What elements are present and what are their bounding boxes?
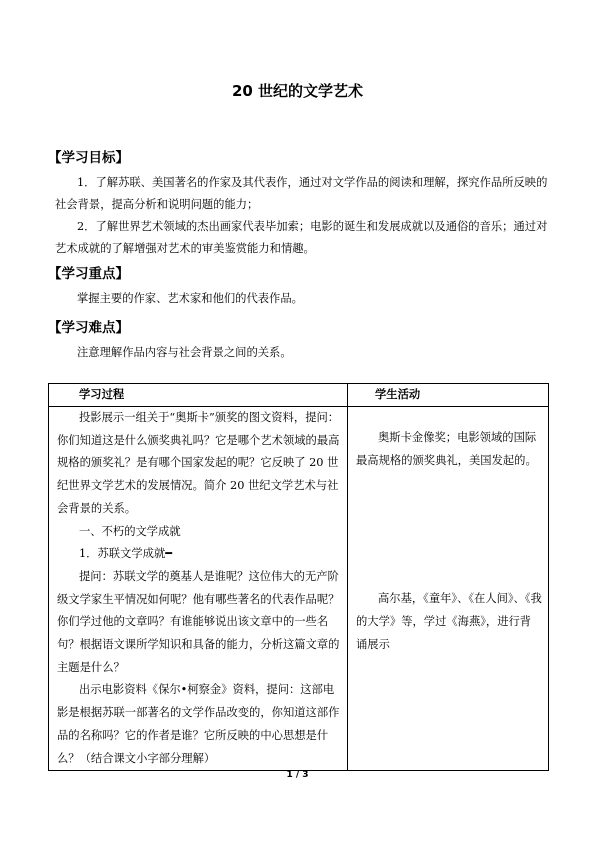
- table-header-process: 学习过程: [49, 384, 348, 407]
- objective-paragraph-2: 2．了解世界艺术领域的杰出画家代表毕加索；电影的诞生和发展成就以及通俗的音乐；通过对艺术成就的了解增强对艺术的审美鉴赏能力和情趣。: [55, 220, 548, 255]
- lesson-table: [48, 383, 549, 771]
- process-paragraph-intro: 投影展示一组关于“奥斯卡”颁奖的图文资料，提问：你们知道这是什么颁奖典礼吗？它是哪个艺术领域的最高规格的颁奖礼？是有哪个国家发起的呢？它反映了 20 世纪世界文学艺术的发展情况。简介 20 世纪文学艺术与社会背景的关系。: [57, 411, 340, 515]
- activity-paragraph-oscar: 奥斯卡金像奖；电影领域的国际最高规格的颁奖典礼，美国发起的。: [356, 431, 537, 467]
- page-number: 1 / 3: [286, 770, 309, 780]
- activity-paragraph-gorky: 高尔基，《童年》、《在人间》、《我的大学》等，学过《海燕》，进行背诵展示: [356, 592, 542, 651]
- section-heading-key-points: 【学习重点】: [48, 266, 129, 282]
- page-title: 20 世纪的文学艺术: [231, 82, 364, 100]
- process-paragraph-gorky: 提问：苏联文学的奠基人是谁呢？这位伟大的无产阶级文学家生平情况如何呢？他有哪些著名的代表作品呢？你们学过他的文章吗？有谁能够说出该文章中的一些名句？根据语文课所学知识和具备的能力，分析这篇文章的主题是什么？: [57, 569, 340, 674]
- difficulties-paragraph: 注意理解作品内容与社会背景之间的关系。: [77, 346, 292, 359]
- process-cell: [49, 407, 348, 771]
- key-points-paragraph: 掌握主要的作家、艺术家和他们的代表作品。: [77, 292, 303, 305]
- activity-cell: [348, 407, 549, 771]
- process-paragraph-film: 出示电影资料《保尔•柯察金》资料，提问：这部电影是根据苏联一部著名的文学作品改变的，你知道这部作品的名称吗？它的作者是谁？它所反映的中心思想是什么？（结合课文小字部分理解）: [57, 683, 340, 765]
- section-heading-difficulties: 【学习难点】: [48, 320, 129, 336]
- process-paragraph-section: 一、不朽的文学成就: [79, 524, 181, 538]
- table-header-activity: 学生活动: [348, 384, 549, 407]
- section-heading-objectives: 【学习目标】: [48, 150, 129, 166]
- process-paragraph-subsection: 1．苏联文学成就━: [79, 547, 173, 561]
- objective-paragraph-1: 1．了解苏联、美国著名的作家及其代表作，通过对文学作品的阅读和理解，探究作品所反映的社会背景，提高分析和说明问题的能力；: [55, 176, 548, 211]
